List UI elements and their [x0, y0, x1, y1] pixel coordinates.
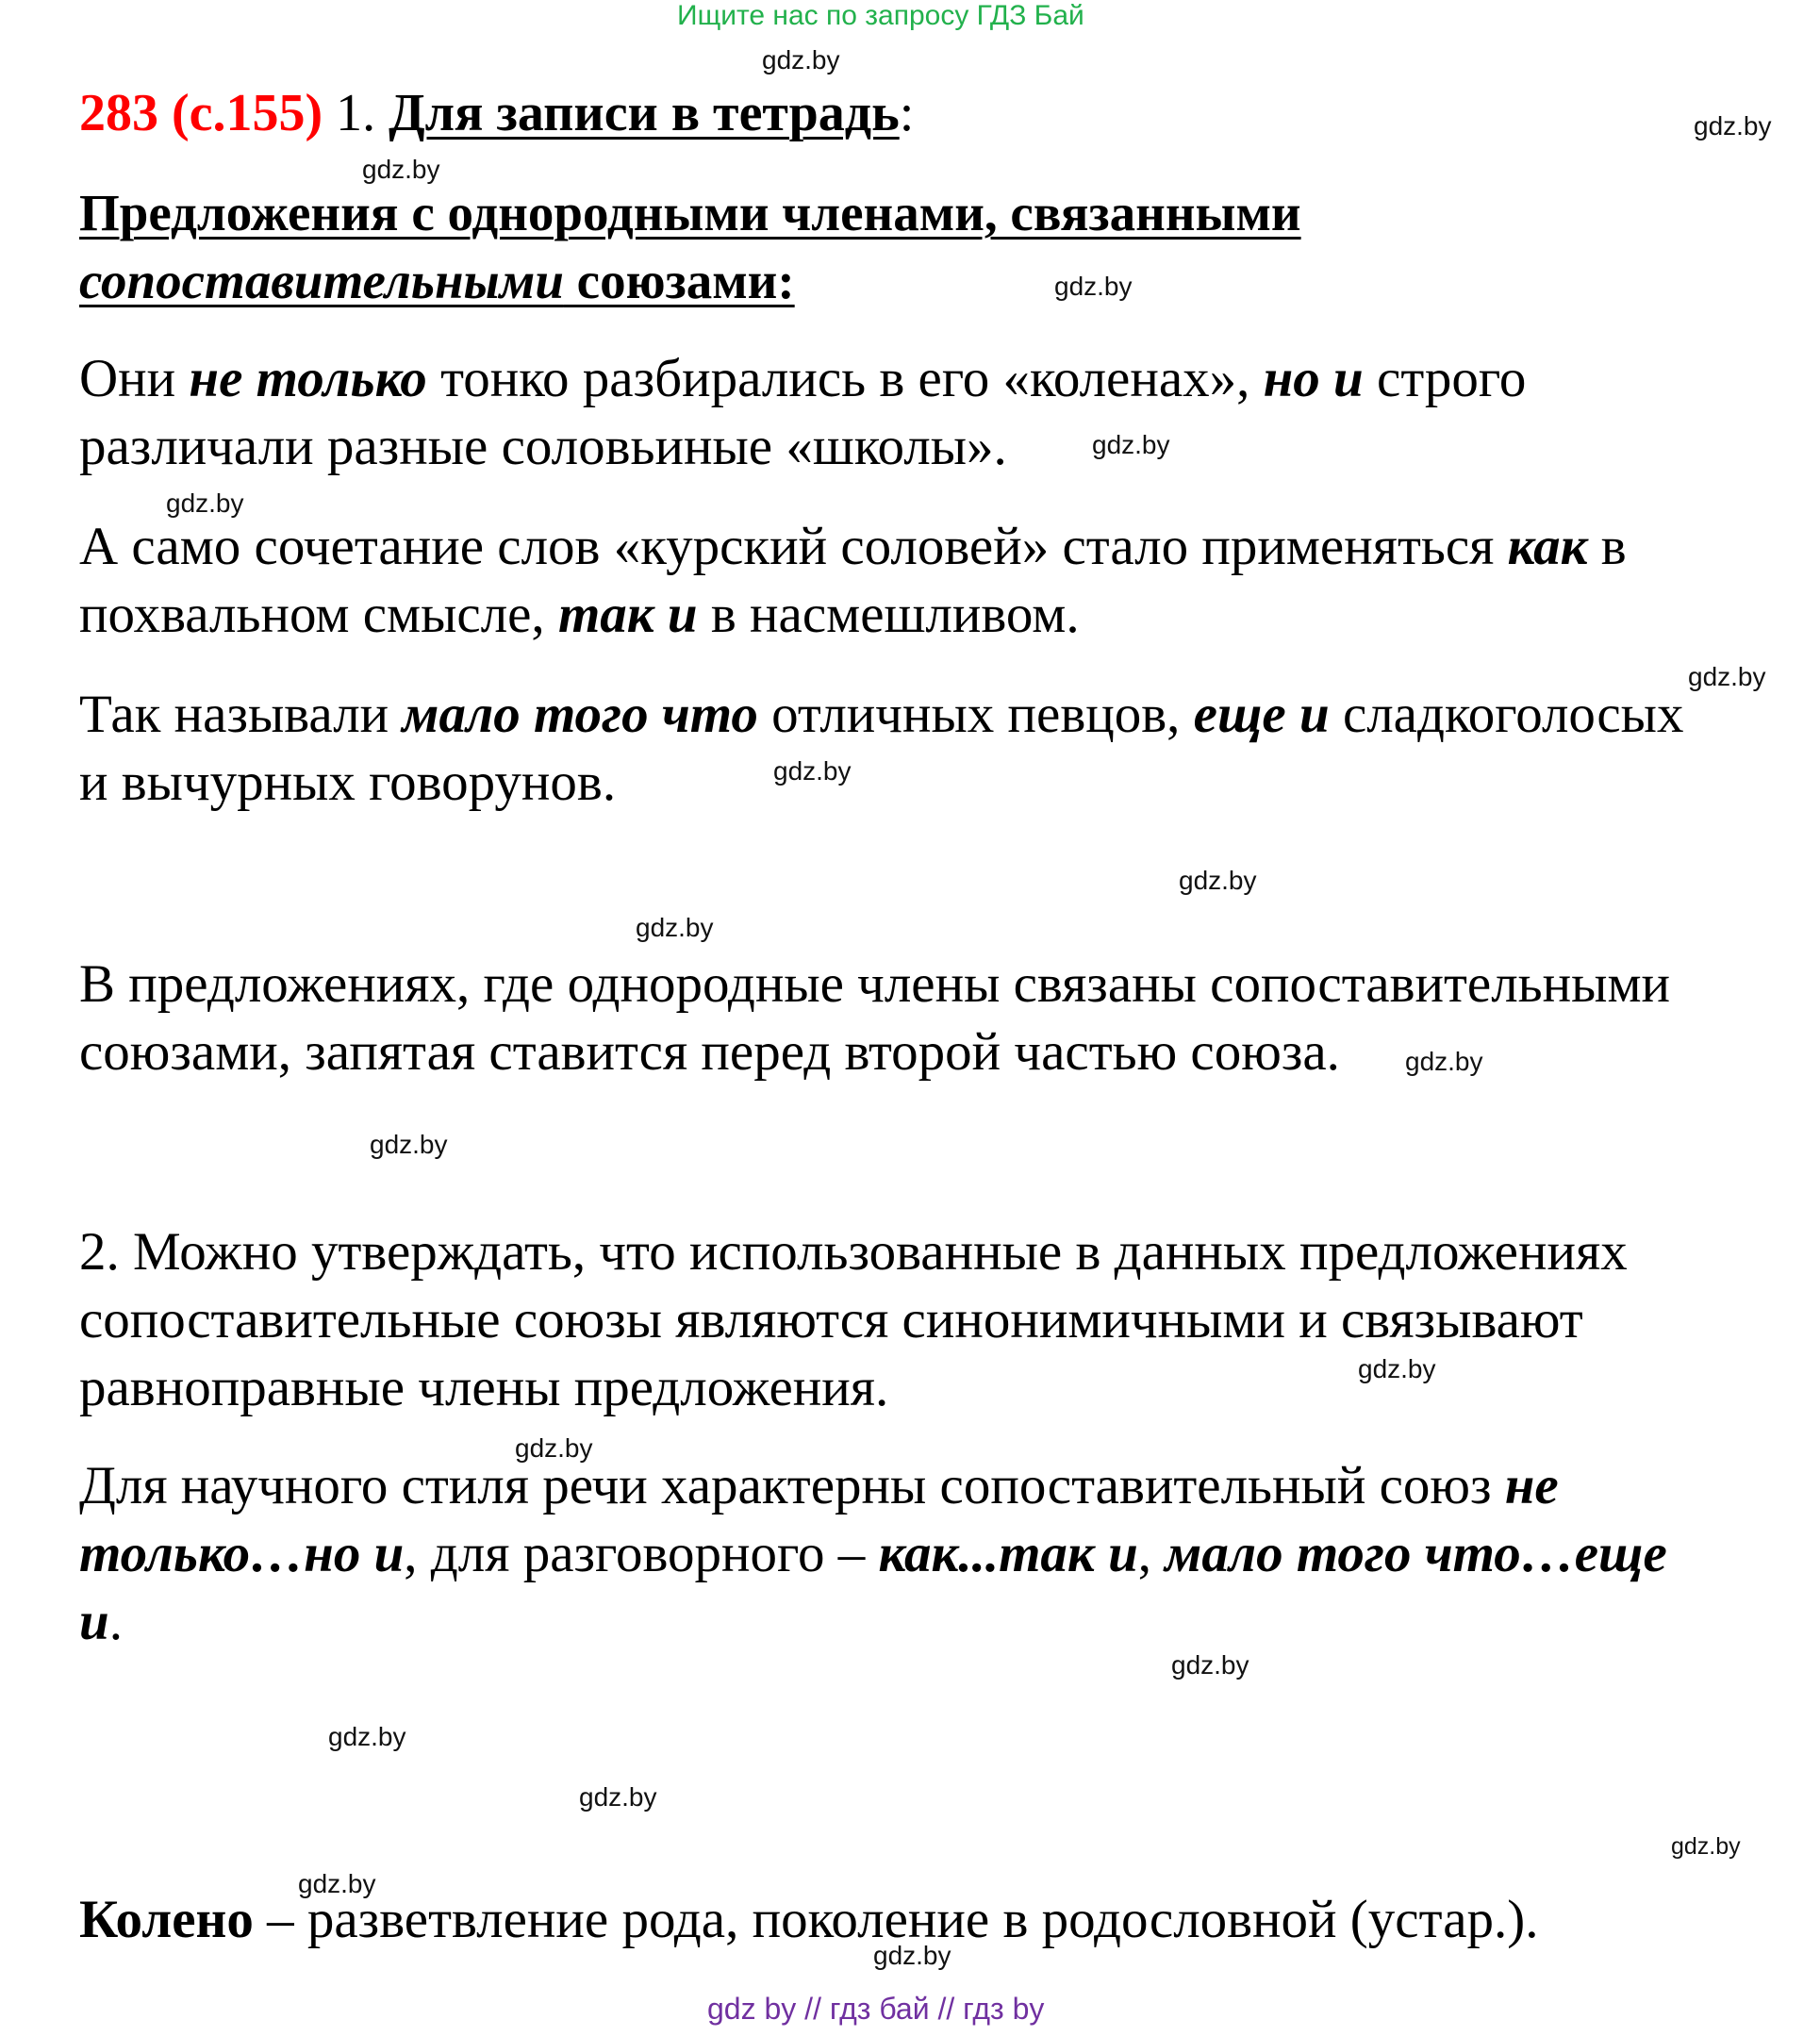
sentence-2-line2 — [79, 581, 1080, 649]
text: строго — [1363, 349, 1527, 408]
watermark: gdz.by — [1054, 272, 1133, 301]
text: похвальном смысле, — [79, 585, 558, 644]
watermark: gdz.by — [166, 488, 244, 518]
text: Для научного стиля речи характерны сопоставительный союз — [79, 1456, 1505, 1515]
text: в насмешливом. — [697, 585, 1080, 644]
watermark: gdz.by — [1671, 1833, 1741, 1860]
sentence-3-line1 — [79, 681, 1683, 749]
watermark: gdz.by — [1358, 1354, 1436, 1383]
conjunction: мало того что — [402, 685, 758, 744]
conjunction: как...так и — [878, 1524, 1138, 1583]
footer-links[interactable]: gdz by // гдз бай // гдз by — [707, 1992, 1045, 2026]
watermark: gdz.by — [298, 1869, 376, 1898]
glossary-definition: – разветвление рода, поколение в родословной (устар.). — [253, 1890, 1539, 1949]
part-number: 1. — [336, 84, 376, 142]
task-number: 283 (с.155) — [79, 84, 323, 142]
part2-line2: сопоставительные союзы являются синонимичными и связывают — [79, 1290, 1583, 1349]
styles-line1 — [79, 1452, 1559, 1520]
watermark: gdz.by — [1179, 866, 1257, 895]
watermark: gdz.by — [579, 1782, 657, 1812]
text: отличных певцов, — [757, 685, 1194, 744]
text: Они — [79, 349, 190, 408]
styles-line3 — [79, 1588, 123, 1656]
styles-line2 — [79, 1520, 1667, 1588]
part2-line1: 2. Можно утверждать, что использованные в данных предложениях — [79, 1222, 1628, 1282]
conjunction: так и — [557, 585, 698, 644]
top-banner[interactable]: Ищите нас по запросу ГДЗ Бай — [677, 0, 1084, 31]
text: А само сочетание слов «курский соловей» стало применяться — [79, 517, 1508, 576]
watermark: gdz.by — [1092, 430, 1170, 459]
heading-italic: сопоставительными — [79, 252, 564, 309]
watermark: gdz.by — [636, 913, 714, 942]
watermark: gdz.by — [362, 155, 440, 184]
text: тонко разбирались в его «коленах», — [426, 349, 1264, 408]
watermark: gdz.by — [1694, 111, 1772, 141]
watermark: gdz.by — [370, 1130, 448, 1159]
watermark: gdz.by — [873, 1941, 951, 1970]
conjunction: не — [1504, 1456, 1559, 1515]
text: Так называли — [79, 685, 403, 744]
watermark: gdz.by — [328, 1722, 406, 1751]
text: , для разговорного – — [404, 1524, 879, 1583]
watermark: gdz.by — [1405, 1047, 1483, 1076]
task-header — [79, 79, 914, 147]
glossary — [79, 1886, 1538, 1954]
sentence-1-line1 — [79, 345, 1526, 413]
section-heading-line2 — [79, 247, 795, 315]
part2-line3: равноправные члены предложения. — [79, 1358, 889, 1417]
sentence-3-line2: и вычурных говорунов. — [79, 753, 617, 812]
watermark: gdz.by — [1688, 662, 1766, 691]
conjunction: только…но и — [79, 1524, 405, 1583]
rule-line1: В предложениях, где однородные члены связаны сопоставительными — [79, 954, 1671, 1014]
heading-rest: союзами: — [563, 252, 795, 309]
sentence-1-line2: различали разные соловьиные «школы». — [79, 417, 1007, 476]
watermark: gdz.by — [773, 756, 852, 786]
text: в — [1587, 517, 1627, 576]
conjunction: мало того что…еще — [1165, 1524, 1667, 1583]
colon: : — [899, 84, 915, 142]
conjunction: еще и — [1193, 685, 1330, 744]
rule-line2: союзами, запятая ставится перед второй частью союза. — [79, 1022, 1340, 1082]
text: , — [1137, 1524, 1166, 1583]
section-heading-line1: Предложения с однородными членами, связанными — [79, 184, 1301, 241]
conjunction: но и — [1263, 349, 1364, 408]
notebook-title: Для записи в тетрадь — [389, 84, 900, 142]
conjunction: не только — [189, 349, 427, 408]
watermark: gdz.by — [762, 45, 840, 74]
watermark: gdz.by — [515, 1433, 593, 1463]
conjunction: и — [79, 1592, 109, 1651]
sentence-2-line1 — [79, 513, 1627, 581]
watermark: gdz.by — [1171, 1650, 1249, 1680]
glossary-term: Колено — [79, 1890, 254, 1949]
text: . — [108, 1592, 123, 1651]
conjunction: как — [1507, 517, 1588, 576]
text: сладкоголосых — [1329, 685, 1684, 744]
